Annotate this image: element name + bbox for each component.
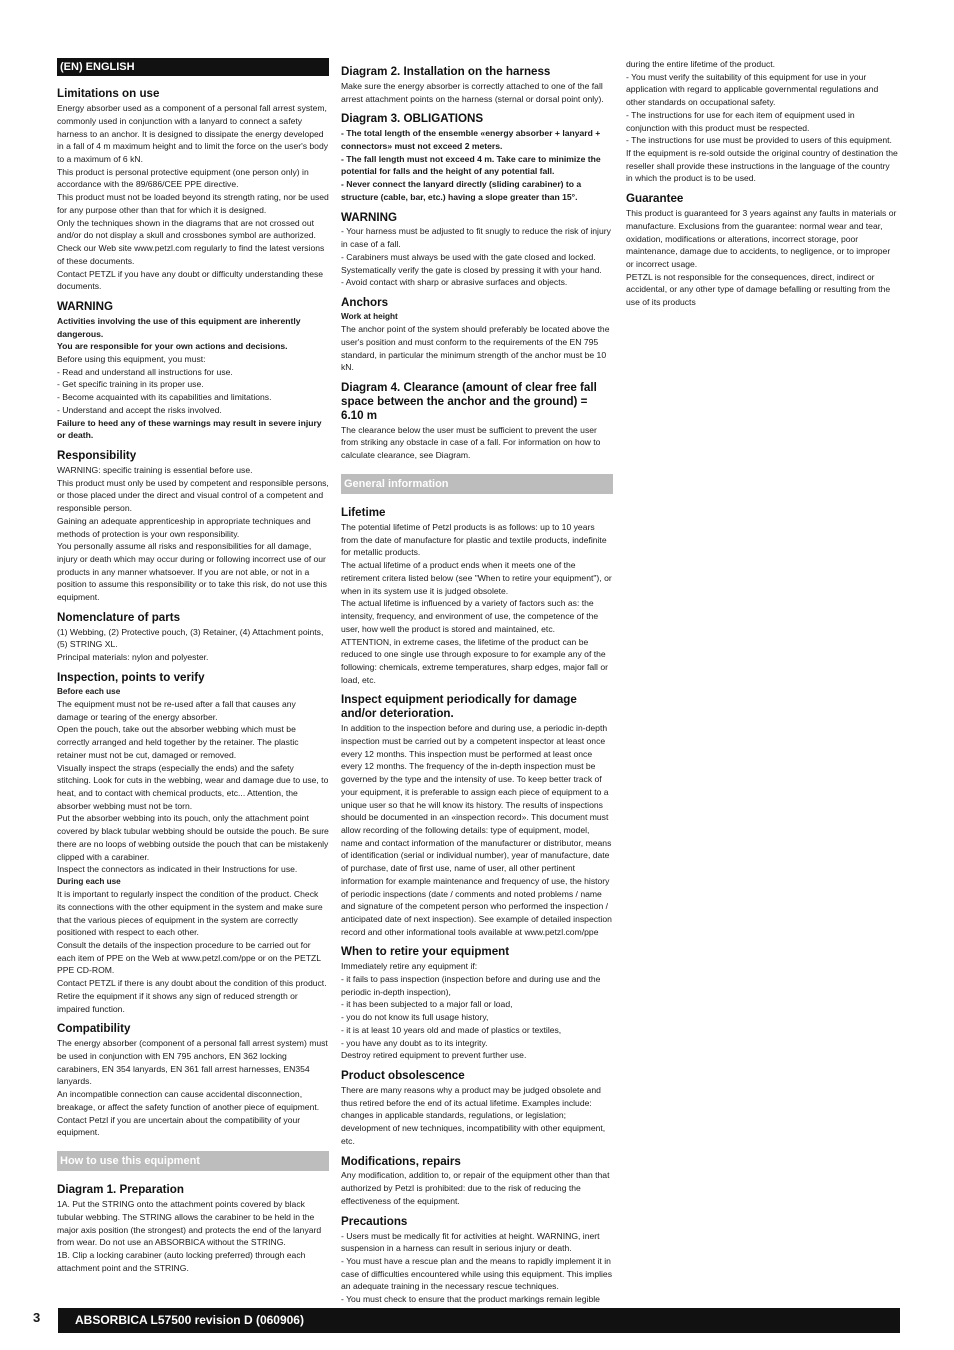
paragraph: - Never connect the lanyard directly (sliding carabiner) to a structure (cable, bar, etc.) having a slope greater than 15°.: [341, 179, 582, 202]
paragraph: - Your harness must be adjusted to fit snugly to reduce the risk of injury in case of a fall.: [341, 226, 611, 250]
section-title: Precautions: [341, 1214, 408, 1228]
subheading: During each use: [57, 877, 121, 887]
paragraph: Put the absorber webbing into its pouch, only the attachment point covered by black tubular webbing should be outside the pouch. Be sure there are no loops of webbing outside the pouch that can be mistakenly clipped with a carabiner.: [57, 813, 329, 862]
paragraph: - you do not know its full usage history,: [341, 1012, 489, 1023]
paragraph: - The instructions for use for each item of equipment used in conjunction with this product must be respected.: [626, 109, 855, 133]
paragraph: It is important to regularly inspect the condition of the product. Check its connections with the other equipment in the system and make sure that the various pieces of equipment in the system are correctly positioned with respect to each other.: [57, 889, 323, 938]
paragraph: - Avoid contact with sharp or abrasive surfaces and objects.: [341, 277, 568, 288]
section-title: Inspection, points to verify: [57, 670, 205, 684]
column-3: [626, 58, 898, 309]
section-block: [341, 296, 613, 374]
section-block: [626, 192, 898, 309]
paragraph: - Read and understand all instructions for use.: [57, 366, 233, 377]
subheading: Work at height: [341, 311, 398, 321]
paragraph: - it is at least 10 years old and made of plastics or textiles,: [341, 1024, 562, 1035]
paragraph: Before using this equipment, you must:: [57, 354, 206, 365]
footer-doc-ref: ABSORBICA L57500 revision D (060906): [58, 1308, 900, 1333]
paragraph: 1B. Clip a locking carabiner (auto locking preferred) through each attachment point and the STRING.: [57, 1250, 306, 1273]
section-block: [57, 671, 329, 1015]
column-2: [341, 58, 613, 1306]
paragraph: Principal materials: nylon and polyester.: [57, 652, 209, 663]
subheading: Before each use: [57, 686, 121, 696]
paragraph: The anchor point of the system should preferably be located above the user's position and must conform to the requirements of the EN 795 standard, in particular the minimum strength of the anchor must be 10 kN.: [341, 324, 610, 373]
section-block: [341, 65, 613, 105]
paragraph: You are responsible for your own actions and decisions.: [57, 341, 288, 352]
paragraph: The potential lifetime of Petzl products is as follows: up to 10 years from the date of manufacture for plastic and textile products, indefinite for metallic products.: [341, 522, 607, 558]
section-block: [341, 1215, 613, 1306]
paragraph: WARNING: specific training is essential before use.: [57, 464, 253, 475]
section-block: [57, 300, 329, 442]
general-info-bar: General information: [341, 474, 613, 494]
paragraph: Contact PETZL if you have any doubt or difficulty understanding these documents.: [57, 268, 324, 292]
section-block: [341, 1155, 613, 1208]
paragraph: - Users must be medically fit for activities at height. WARNING, inert suspension in a harness can result in serious injury or death.: [341, 1230, 600, 1254]
section-title: Modifications, repairs: [341, 1154, 461, 1168]
paragraph: Destroy retired equipment to prevent further use.: [341, 1050, 527, 1061]
sections-col1b: [57, 1183, 329, 1274]
paragraph: Immediately retire any equipment if:: [341, 961, 478, 972]
section-block: [626, 58, 898, 185]
section-block: [341, 1069, 613, 1148]
paragraph: An incompatible connection can cause accidental disconnection, breakage, or affect the safety function of another piece of equipment. Contact Petzl if you are uncertain about the compatibility of your equipment.: [57, 1089, 320, 1138]
paragraph: In addition to the inspection before and during use, a periodic in-depth inspection must be carried out by a competent inspector at least once every 12 months. This inspection must be performed at least once every 12 months. The frequency of the in-depth inspection must be governed by the type and the intensity of use. To keep better track of your equipment, it is preferable to assign each piece of equipment to a unique user so that he will know its history. The results of inspections should be documented in an «inspection record». This document must allow recording of the following details: type of equipment, model, name and contact information of the manufacturer or distributor, means of identification (serial or individual number), year of manufacture, date of purchase, date of first use, name of user, all other pertinent information for example maintenance and frequency of use, the history of periodic inspections (date / comments and noted problems / name and signature of the competent person who performed the inspection / anticipated date of next inspection). See example of detailed inspection record and other informational tools available at www.petzl.com/ppe: [341, 723, 612, 937]
paragraph: Consult the details of the inspection procedure to be carried out for each item of PPE on the Web at www.petzl.com/ppe or on the PETZL PPE CD-ROM.: [57, 940, 321, 976]
paragraph: The clearance below the user must be sufficient to prevent the user from striking any obstacle in case of a fall. For information on how to calculate clearance, see Diagram.: [341, 424, 601, 461]
paragraph: The actual lifetime is influenced by a variety of factors such as: the intensity, frequency, and environment of use, the competence of the user, how well the product is stored and maintained, etc.: [341, 598, 599, 634]
sections-col1: [57, 87, 329, 1139]
paragraph: - Become acquainted with its capabilities and limitations.: [57, 392, 272, 403]
section-block: [341, 211, 613, 290]
paragraph: Failure to heed any of these warnings may result in severe injury or death.: [57, 417, 322, 441]
paragraph: The equipment must not be re-used after a fall that causes any damage or tearing of the energy absorber.: [57, 698, 296, 722]
section-block: [57, 611, 329, 664]
section-block: [57, 1022, 329, 1139]
paragraph: Gaining an adequate apprenticeship in appropriate techniques and methods of protection is your own responsibility.: [57, 515, 311, 539]
sections-col2b: [341, 506, 613, 1306]
paragraph: The actual lifetime of a product ends when it meets one of the retirement critera listed below (see "When to retire your equipment"), or when in its system use it is judged obsolete.: [341, 560, 612, 596]
section-block: [341, 381, 613, 462]
section-title: Compatibility: [57, 1022, 131, 1036]
section-block: [57, 449, 329, 604]
how-to-use-bar: How to use this equipment: [57, 1151, 329, 1171]
paragraph: - it has been subjected to a major fall or load,: [341, 999, 513, 1010]
paragraph: - The fall length must not exceed 4 m. Take care to minimize the potential for falls and the height of any potential fall.: [341, 153, 601, 177]
paragraph: Retire the equipment if it shows any sign of reduced strength or impaired function.: [57, 990, 298, 1014]
section-title: When to retire your equipment: [341, 945, 510, 959]
section-title: Inspect equipment periodically for damage and/or deterioration.: [341, 693, 577, 721]
paragraph: - You must have a rescue plan and the means to rapidly implement it in case of difficulties encountered while using this equipment. This implies an adequate training in the necessary rescue techniques.: [341, 1255, 613, 1292]
section-block: [341, 112, 613, 203]
paragraph: - Carabiners must always be used with the gate closed and locked. Systematically verify the gate is closed by pressing it with your hand.: [341, 251, 602, 275]
paragraph: There are many reasons why a product may be judged obsolete and thus retired before the end of its actual lifetime. Examples include: changes in applicable standards, regulations, or legislation; development of new techniques, incompatibility with other equipment, etc.: [341, 1084, 606, 1146]
section-block: [57, 1183, 329, 1274]
section-title: Nomenclature of parts: [57, 610, 181, 624]
section-block: [341, 506, 613, 686]
section-block: [341, 945, 613, 1062]
paragraph: This product must only be used by competent and responsible persons, or those placed under the direct and visual control of a competent and responsible person.: [57, 477, 329, 514]
sections-col2: [341, 65, 613, 462]
paragraph: Activities involving the use of this equipment are inherently dangerous.: [57, 315, 301, 339]
section-title: Diagram 3. OBLIGATIONS: [341, 112, 484, 126]
paragraph: Only the techniques shown in the diagrams that are not crossed out and/or do not display a skull and crossbones symbol are authorized. Check our Web site www.petzl.com regularly to find the latest versions of these documents.: [57, 217, 325, 266]
section-title: Diagram 4. Clearance (amount of clear free fall space between the anchor and the ground) = 6.10 m: [341, 380, 597, 422]
paragraph: Visually inspect the straps (especially the ends) and the safety stitching. Look for cuts in the webbing, wear and damage due to use, to heat, and to contact with chemical products, etc... Attention, the absorber webbing must not be torn.: [57, 762, 329, 811]
paragraph: during the entire lifetime of the product.: [626, 59, 776, 69]
paragraph: (1) Webbing, (2) Protective pouch, (3) Retainer, (4) Attachment points, (5) STRING XL.: [57, 626, 324, 650]
section-title: WARNING: [341, 210, 398, 224]
section-block: [57, 87, 329, 293]
section-block: [341, 693, 613, 938]
paragraph: - The instructions for use must be provided to users of this equipment. If the equipment is re-sold outside the original country of destination the reseller shall provide these instructions in the language of the country in which the product is to be used.: [626, 135, 898, 184]
paragraph: Contact PETZL if there is any doubt about the condition of this product.: [57, 978, 327, 989]
paragraph: Inspect the connectors as indicated in their Instructions for use.: [57, 864, 298, 875]
paragraph: Make sure the energy absorber is correctly attached to one of the fall arrest attachment points on the harness (sternal or dorsal point only).: [341, 80, 604, 104]
paragraph: Open the pouch, take out the absorber webbing which must be correctly arranged and held together by the retainer. The plastic retainer must not be cut, damaged or removed.: [57, 724, 299, 760]
paragraph: - Get specific training in its proper use.: [57, 379, 204, 390]
paragraph: 1A. Put the STRING onto the attachment points covered by black tubular webbing. The STRING allows the carabiner to be held in the major axis position (the strongest) and protects the end of the lanyard from wear. Do not use an ABSORBICA without the STRING.: [57, 1199, 322, 1248]
language-header: (EN) ENGLISH: [57, 58, 329, 76]
section-title: WARNING: [57, 299, 114, 313]
paragraph: - The total length of the ensemble «energy absorber + lanyard + connectors» must not exceed 2 meters.: [341, 128, 601, 151]
paragraph: - you have any doubt as to its integrity.: [341, 1037, 488, 1048]
paragraph: ATTENTION, in extreme cases, the lifetime of the product can be reduced to one single use through exposure to for example any of the following: chemicals, extreme temperatures, sharp edges, major fall or load, etc.: [341, 636, 608, 685]
paragraph: This product is personal protective equipment (one person only) in accordance with the 89/686/CEE PPE directive.: [57, 166, 309, 190]
paragraph: - You must check to ensure that the product markings remain legible: [341, 1294, 600, 1305]
paragraph: Energy absorber used as a component of a personal fall arrest system, commonly used in conjunction with a lanyard to connect a safety harness to an anchor. It is designed to dissipate the energy developed in a fall of 4 m maximum height and to limit the force on the user's body to a maximum of 6 kN.: [57, 103, 329, 165]
paragraph: PETZL is not responsible for the consequences, direct, indirect or accidental, or any other type of damage befalling or resulting from the use of its products: [626, 271, 891, 308]
sections-col3: [626, 58, 898, 309]
paragraph: This product must not be loaded beyond its strength rating, nor be used for any purpose other than that for which it is designed.: [57, 192, 329, 215]
page-number: 3: [33, 1310, 41, 1325]
paragraph: The energy absorber (component of a personal fall arrest system) must be used in conjunction with EN 795 anchors, EN 362 locking carabiners, EN 354 lanyards, EN 361 fall arrest harnesses, EN354 lanyards.: [57, 1038, 328, 1087]
section-title: Lifetime: [341, 506, 386, 520]
section-title: Diagram 2. Installation on the harness: [341, 65, 551, 78]
paragraph: This product is guaranteed for 3 years against any faults in materials or manufacture. Exclusions from the guarantee: normal wear and tear, oxidation, modifications or alterations, incorrect storage, poor maintenance, damage due to accidents, to negligence, or to improper or incorrect usage.: [626, 208, 897, 269]
section-title: Guarantee: [626, 192, 684, 206]
paragraph: You personally assume all risks and responsibilities for all damage, injury or death which may occur during or following incorrect use of our products in any manner whatsoever. If you are not able, or not in a position to assume this responsibility or to take this risk, do not use this equipment.: [57, 541, 327, 603]
paragraph: - it fails to pass inspection (inspection before and during use and the periodic in-depth inspection),: [341, 974, 601, 997]
paragraph: - Understand and accept the risks involved.: [57, 404, 222, 415]
section-title: Limitations on use: [57, 87, 160, 101]
section-title: Anchors: [341, 296, 389, 310]
section-title: Responsibility: [57, 449, 137, 463]
column-1: [57, 58, 329, 1275]
paragraph: - You must verify the suitability of this equipment for use in your application with regard to applicable governmental regulations and other standards on occupational safety.: [626, 71, 879, 108]
section-title: Product obsolescence: [341, 1069, 465, 1083]
section-title: Diagram 1. Preparation: [57, 1183, 184, 1197]
paragraph: Any modification, addition to, or repair of the equipment other than that authorized by Petzl is prohibited: due to the risk of reducing the effectiveness of the equipment.: [341, 1170, 610, 1206]
